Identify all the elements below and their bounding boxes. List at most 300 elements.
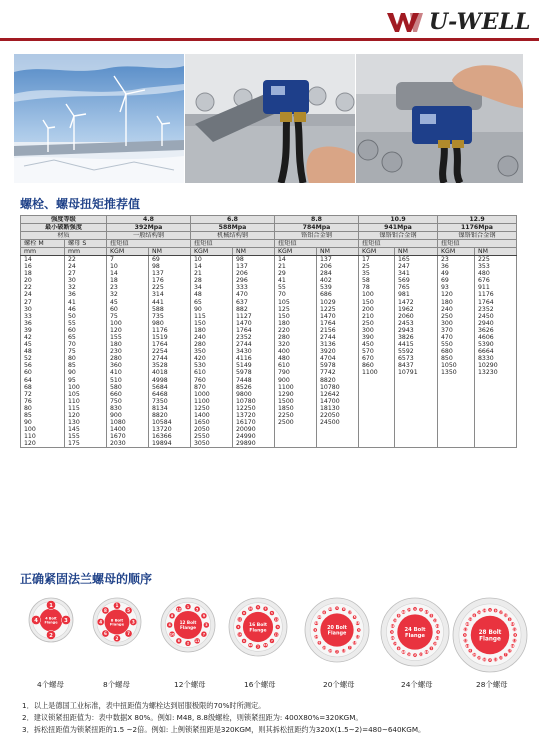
table-row (21, 391, 517, 398)
unit-header: NM (475, 248, 517, 256)
table-cell: 115 (65, 405, 107, 412)
table-row (21, 291, 517, 298)
table-cell: 5978 (233, 369, 275, 376)
table-cell: 830 (107, 405, 149, 412)
bolt-sequence-number: 12 (176, 607, 182, 612)
bolt-sequence-number: 11 (355, 635, 360, 639)
table-cell: 41 (65, 298, 107, 305)
table-cell: 410 (107, 369, 149, 376)
table-cell: 23 (107, 284, 149, 291)
table-cell (438, 391, 475, 398)
table-cell (359, 384, 395, 391)
bolt-sequence-number: 6 (243, 639, 245, 643)
table-cell: 225 (475, 256, 517, 264)
table-cell (438, 419, 475, 426)
bolt-sequence-number: 5 (508, 618, 511, 622)
flange-diagram-16 (228, 597, 288, 689)
bolt-sequence-number: 12 (390, 624, 395, 628)
table-cell (359, 426, 395, 433)
bolt-sequence-number: 11 (274, 633, 279, 637)
table-cell: 250 (359, 320, 395, 327)
flange-caption: 28个螺母 (476, 680, 508, 689)
table-cell: 2352 (233, 334, 275, 341)
unit-header: NM (395, 248, 438, 256)
bolt-sequence-number: 1 (186, 604, 190, 609)
table-cell (395, 419, 438, 426)
table-cell: 569 (395, 277, 438, 284)
bolt-sequence-number: 10 (482, 658, 487, 662)
table-row (21, 362, 517, 369)
table-cell: 539 (317, 284, 359, 291)
table-cell: 206 (317, 263, 359, 270)
bolt-sequence-number: 2 (414, 654, 416, 658)
table-cell: 21 (191, 270, 233, 277)
table-cell: 150 (275, 313, 317, 320)
table-cell: 19894 (149, 440, 191, 448)
table-cell: 470 (438, 334, 475, 341)
table-cell: 45 (107, 298, 149, 305)
table-cell: 58 (359, 277, 395, 284)
table-cell: 29890 (233, 440, 275, 448)
table-cell: 2254 (149, 348, 191, 355)
table-cell: 150 (191, 320, 233, 327)
strength-4-8: 392Mpa (107, 224, 191, 232)
table-cell: 105 (275, 298, 317, 305)
material-8-8: 铬钼合金钢 (275, 232, 359, 240)
bolt-sequence-number: 4 (168, 623, 171, 628)
table-cell: 7742 (317, 369, 359, 376)
bolt-sequence-number: 4 (99, 619, 103, 625)
table-cell: 10791 (395, 369, 438, 376)
table-cell: 1764 (233, 327, 275, 334)
table-cell: 2500 (275, 419, 317, 426)
table-cell: 13720 (149, 426, 191, 433)
table-cell: 39 (21, 327, 65, 334)
table-cell (317, 426, 359, 433)
table-cell: 27 (21, 298, 65, 305)
table-cell (475, 377, 517, 384)
bolt-sequence-number: 1 (257, 606, 259, 610)
bolt-sequence-number: 3 (357, 628, 360, 632)
table-cell: 3050 (191, 440, 233, 448)
table-cell (395, 391, 438, 398)
bolt-sequence-number: 3 (205, 623, 208, 628)
bolt-sequence-number: 6 (318, 641, 321, 645)
bolt-sequence-number: 12 (314, 622, 319, 626)
table-cell: 980 (149, 320, 191, 327)
table-cell: 1764 (475, 298, 517, 305)
torque-label-8-8: 扭矩值 (275, 240, 359, 248)
table-cell: 50 (65, 313, 107, 320)
table-cell: 280 (107, 355, 149, 362)
table-cell: 130 (65, 419, 107, 426)
grade-8-8: 8.8 (275, 216, 359, 224)
table-cell: 735 (149, 313, 191, 320)
bolt-sequence-number: 3 (514, 633, 517, 637)
table-cell: 2453 (395, 320, 438, 327)
table-cell: 1500 (275, 398, 317, 405)
table-cell: 13230 (475, 369, 517, 376)
table-cell: 3626 (475, 327, 517, 334)
table-cell (438, 405, 475, 412)
note-1: 1．以上是德国工业标准，表中扭距值为螺栓达到屈服极限的70%时所测定。 (22, 701, 266, 710)
bolt-sequence-number: 13 (510, 623, 515, 627)
table-cell: 588 (149, 306, 191, 313)
table-cell (438, 426, 475, 433)
flange-label: 8 Bolt Flange (109, 618, 125, 627)
table-cell: 36 (21, 320, 65, 327)
unit-header: NM (233, 248, 275, 256)
bolt-sequence-number: 23 (419, 653, 423, 657)
bolt-sequence-number: 9 (264, 607, 267, 611)
table-cell: 333 (233, 284, 275, 291)
table-cell: 70 (275, 291, 317, 298)
table-cell: 72 (21, 391, 65, 398)
table-cell: 20090 (233, 426, 275, 433)
table-cell: 1470 (317, 313, 359, 320)
unit-header: KGM (438, 248, 475, 256)
table-cell: 1080 (107, 419, 149, 426)
table-cell: 765 (395, 284, 438, 291)
flange-caption: 12个螺母 (174, 680, 206, 689)
table-cell: 137 (233, 263, 275, 270)
table-cell: 2744 (233, 341, 275, 348)
table-cell: 1350 (438, 369, 475, 376)
torque-table-body (21, 256, 517, 448)
table-cell: 13720 (233, 412, 275, 419)
bolt-sequence-number: 23 (493, 658, 498, 662)
table-cell: 1764 (149, 341, 191, 348)
table-cell: 165 (395, 256, 438, 264)
table-cell: 314 (149, 291, 191, 298)
bolt-sequence-number: 22 (390, 636, 395, 640)
table-cell: 1100 (359, 369, 395, 376)
table-cell: 18130 (317, 405, 359, 412)
table-cell: 180 (107, 341, 149, 348)
table-cell: 8330 (475, 355, 517, 362)
table-cell: 100 (21, 426, 65, 433)
bolt-sequence-number: 10 (407, 653, 411, 657)
table-cell: 16 (21, 263, 65, 270)
bolt-sequence-number: 8 (397, 614, 400, 618)
table-cell (317, 433, 359, 440)
table-cell (359, 377, 395, 384)
table-cell: 1850 (275, 405, 317, 412)
table-row (21, 426, 517, 433)
bolt-sequence-number: 2 (336, 650, 338, 654)
bolt-sequence-number: 17 (347, 611, 352, 615)
table-cell: 240 (191, 334, 233, 341)
table-cell: 2943 (395, 327, 438, 334)
bolt-sequence-number: 1 (414, 607, 416, 611)
table-cell: 2450 (475, 313, 517, 320)
table-cell: 8526 (233, 384, 275, 391)
bolt-sequence-number: 2 (489, 659, 491, 663)
table-cell: 64 (21, 377, 65, 384)
header-rule (0, 38, 539, 41)
bolt-sequence-number: 7 (504, 653, 507, 657)
bolt-sequence-number: 24 (482, 609, 487, 613)
flange-diagram-8 (92, 597, 142, 689)
table-cell: 320 (275, 341, 317, 348)
table-row (21, 440, 517, 448)
table-cell: 60 (65, 327, 107, 334)
table-row (21, 405, 517, 412)
table-cell: 80 (65, 355, 107, 362)
bolt-sequence-number: 4 (34, 617, 38, 624)
bolt-sequence-number: 2 (257, 645, 259, 649)
table-cell: 6573 (395, 355, 438, 362)
table-cell (275, 433, 317, 440)
table-cell: 610 (191, 369, 233, 376)
bolt-sequence-number: 25 (503, 614, 508, 618)
table-cell: 1764 (317, 320, 359, 327)
bolt-sequence-number: 9 (420, 608, 422, 612)
table-cell: 450 (359, 341, 395, 348)
table-cell: 441 (149, 298, 191, 305)
table-cell: 100 (65, 384, 107, 391)
table-cell: 680 (438, 348, 475, 355)
flange-4-icon (28, 597, 74, 643)
table-cell: 18 (107, 277, 149, 284)
bolt-sequence-number: 7 (202, 632, 206, 637)
table-cell: 7448 (233, 377, 275, 384)
table-row (21, 384, 517, 391)
table-cell: 2156 (317, 327, 359, 334)
table-cell: 36 (65, 291, 107, 298)
table-row (21, 341, 517, 348)
table-cell (475, 398, 517, 405)
table-cell: 280 (191, 341, 233, 348)
table-cell: 1225 (317, 306, 359, 313)
table-cell: 3136 (317, 341, 359, 348)
table-cell: 870 (191, 384, 233, 391)
table-cell: 4998 (149, 377, 191, 384)
flange-caption: 24个螺母 (401, 680, 433, 689)
table-cell (475, 412, 517, 419)
table-cell: 14 (275, 256, 317, 264)
table-cell: 90 (65, 369, 107, 376)
bolt-sequence-number: 7 (127, 631, 131, 637)
table-cell: 2050 (191, 426, 233, 433)
table-cell: 250 (438, 313, 475, 320)
table-cell: 1100 (191, 398, 233, 405)
table-cell: 470 (233, 291, 275, 298)
table-cell: 860 (359, 362, 395, 369)
table-cell: 150 (359, 298, 395, 305)
table-cell: 1176 (475, 291, 517, 298)
table-cell: 1176 (149, 327, 191, 334)
table-row (21, 327, 517, 334)
table-cell: 20 (21, 277, 65, 284)
table-cell: 105 (65, 391, 107, 398)
bolt-sequence-number: 9 (202, 614, 206, 619)
table-cell: 2744 (149, 355, 191, 362)
bolt-size-label: 螺栓 M (21, 240, 65, 248)
table-cell: 48 (21, 348, 65, 355)
table-cell: 80 (21, 405, 65, 412)
bolt-sequence-number: 13 (274, 618, 279, 622)
table-cell: 33 (21, 313, 65, 320)
material-10-9: 镍铬钼合金钢 (359, 232, 438, 240)
bolt-sequence-number: 4 (237, 625, 240, 629)
strength-8-8: 784Mpa (275, 224, 359, 232)
table-cell: 24990 (233, 433, 275, 440)
table-row (21, 377, 517, 384)
table-cell: 850 (438, 355, 475, 362)
table-cell: 5684 (149, 384, 191, 391)
table-cell: 155 (107, 334, 149, 341)
table-cell: 4116 (233, 355, 275, 362)
table-row (21, 320, 517, 327)
note-3: 3．拆松扭距值为锁紧扭距的1.5 ~2倍。例如: 上例锁紧扭距是320KGM，则其拆松扭距约为320X(1.5~2)=480~640KGM。 (22, 725, 426, 734)
flange-label: 28 Bolt Flange (478, 629, 502, 643)
table-cell: 34 (191, 284, 233, 291)
table-cell: 45 (21, 341, 65, 348)
table-cell (359, 433, 395, 440)
bolt-sequence-number: 10 (169, 632, 175, 637)
table-cell: 120 (438, 291, 475, 298)
table-cell: 24 (65, 263, 107, 270)
bolt-sequence-number: 5 (430, 614, 433, 618)
bolt-sequence-number: 19 (352, 641, 357, 645)
table-cell (275, 440, 317, 448)
table-cell (438, 398, 475, 405)
bolt-sequence-number: 1 (336, 607, 338, 611)
table-cell: 1400 (107, 426, 149, 433)
table-cell: 32 (65, 284, 107, 291)
table-row (21, 263, 517, 270)
table-cell: 6664 (475, 348, 517, 355)
table-cell: 230 (107, 348, 149, 355)
table-cell: 1250 (191, 405, 233, 412)
table-cell: 6468 (149, 391, 191, 398)
flange-caption: 16个螺母 (244, 680, 276, 689)
bolt-sequence-number: 8 (323, 611, 326, 615)
table-cell: 1050 (438, 362, 475, 369)
flange-28-icon (452, 597, 528, 673)
table-cell: 911 (475, 284, 517, 291)
table-cell (359, 398, 395, 405)
table-cell: 200 (359, 306, 395, 313)
strength-12-9: 1176Mpa (438, 224, 517, 232)
bolt-sequence-number: 3 (131, 619, 135, 625)
bolt-sequence-number: 11 (435, 636, 440, 640)
table-cell: 60 (21, 369, 65, 376)
table-cell: 353 (475, 263, 517, 270)
flange-20-icon (304, 597, 370, 663)
table-cell: 14 (107, 270, 149, 277)
table-cell: 42 (21, 334, 65, 341)
table-cell: 28 (191, 277, 233, 284)
bolt-sequence-number: 2 (49, 632, 53, 639)
bolt-sequence-number: 21 (435, 624, 440, 628)
table-cell: 21 (275, 263, 317, 270)
table-row (21, 334, 517, 341)
table-cell (395, 433, 438, 440)
table-cell: 32 (107, 291, 149, 298)
table-cell: 3826 (395, 334, 438, 341)
bolt-sequence-number: 5 (196, 607, 199, 612)
flange-label: 20 Bolt Flange (327, 625, 347, 637)
table-cell: 100 (107, 320, 149, 327)
table-cell: 7 (107, 256, 149, 264)
flange-section-title: 正确紧固法兰螺母的顺序 (20, 572, 153, 586)
table-cell: 30 (65, 277, 107, 284)
table-cell: 5390 (475, 341, 517, 348)
table-cell: 176 (149, 277, 191, 284)
table-cell: 981 (395, 291, 438, 298)
hydraulic-wrench-hand-photo (356, 54, 523, 183)
brand-name: U-WELL (428, 9, 531, 35)
table-cell: 660 (107, 391, 149, 398)
table-cell: 110 (21, 433, 65, 440)
bolt-sequence-number: 16 (477, 611, 481, 615)
table-cell: 420 (191, 355, 233, 362)
table-cell: 93 (438, 284, 475, 291)
table-cell: 25 (359, 263, 395, 270)
flange-diagram-24 (380, 597, 450, 689)
table-cell: 402 (317, 277, 359, 284)
table-cell (438, 377, 475, 384)
table-cell: 530 (191, 362, 233, 369)
flange-diagram-4 (28, 597, 74, 689)
table-cell: 8437 (395, 362, 438, 369)
table-cell: 75 (65, 348, 107, 355)
table-cell: 14 (21, 256, 65, 264)
bolt-sequence-number: 7 (348, 646, 351, 650)
table-cell: 10780 (317, 384, 359, 391)
bolt-sequence-number: 16 (328, 608, 333, 612)
bolt-sequence-number: 6 (469, 649, 472, 653)
table-cell: 1470 (233, 320, 275, 327)
table-cell (359, 419, 395, 426)
table-cell: 2250 (275, 412, 317, 419)
table-cell: 10584 (149, 419, 191, 426)
table-cell: 60 (107, 306, 149, 313)
bolt-sequence-number: 8 (103, 607, 107, 613)
bolt-sequence-number: 12 (237, 618, 242, 622)
table-cell: 3430 (233, 348, 275, 355)
bolt-sequence-number: 8 (473, 614, 476, 618)
table-cell: 1290 (275, 391, 317, 398)
torque-label-12-9: 扭矩值 (438, 240, 517, 248)
table-cell: 95 (65, 377, 107, 384)
table-cell: 1519 (149, 334, 191, 341)
table-cell: 1962 (395, 306, 438, 313)
table-cell: 17 (359, 256, 395, 264)
table-cell: 110 (65, 398, 107, 405)
table-row (21, 277, 517, 284)
table-cell: 120 (65, 412, 107, 419)
bolt-sequence-number: 3 (276, 625, 279, 629)
table-cell (395, 384, 438, 391)
torque-label-4-8: 扭矩值 (107, 240, 191, 248)
flange-label: 4 Bolt Flange (44, 616, 58, 625)
bolt-sequence-number: 4 (463, 633, 466, 637)
bolt-sequence-number: 20 (465, 623, 470, 627)
torque-table (20, 215, 517, 448)
table-cell (395, 398, 438, 405)
table-cell: 5149 (233, 362, 275, 369)
table-cell (395, 405, 438, 412)
table-cell: 2352 (475, 306, 517, 313)
table-cell (359, 440, 395, 448)
table-cell: 4606 (475, 334, 517, 341)
flange-label: 16 Bolt Flange (248, 623, 268, 634)
table-cell: 65 (65, 334, 107, 341)
table-cell: 390 (359, 334, 395, 341)
